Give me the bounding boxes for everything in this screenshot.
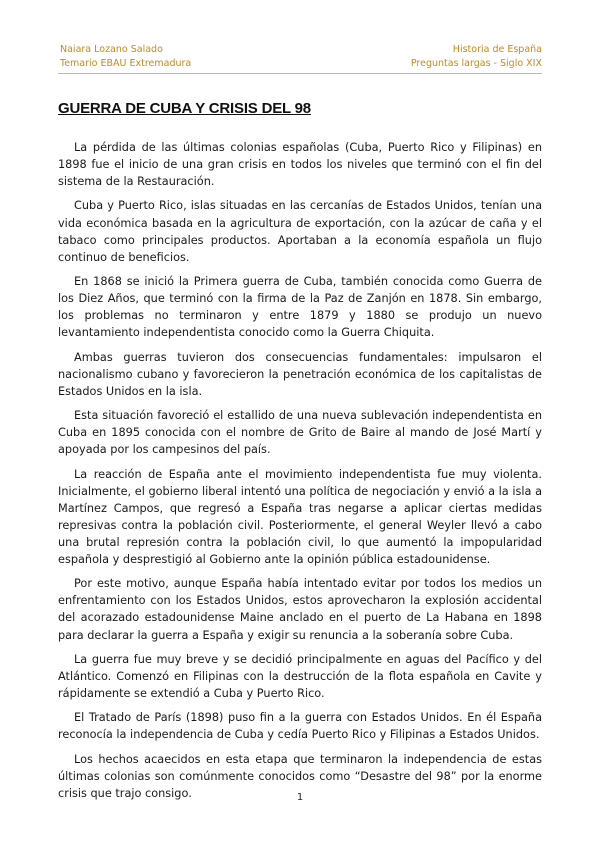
paragraph: Esta situación favoreció el estallido de una nueva sublevación independentista en Cuba en 1895 conocida con el nombre de Grito de Baire al mando de José Martí y apoyada por los campesinos del país. — [58, 409, 542, 457]
document-body — [58, 139, 542, 809]
page-number: 1 — [296, 792, 304, 803]
page-title: GUERRA DE CUBA Y CRISIS DEL 98 — [58, 100, 311, 117]
paragraph: En 1868 se inició la Primera guerra de Cuba, también conocida como Guerra de los Diez Años, que terminó con la firma de la Paz de Zanjón en 1878. Sin embargo, los problemas no terminaron y entre 1879 y 1880 se produjo un nuevo levantamiento independentista conocido como la Guerra Chiquita. — [58, 275, 542, 340]
header-divider — [58, 73, 542, 74]
header-author: Naiara Lozano Salado — [60, 44, 163, 55]
header-left — [60, 43, 191, 71]
paragraph: Cuba y Puerto Rico, islas situadas en las cercanías de Estados Unidos, tenían una vida económica basada en la agricultura de exportación, con la azúcar de caña y el tabaco como principales productos. Aportaban a la economía española un flujo continuo de beneficios. — [58, 199, 542, 264]
paragraph: Por este motivo, aunque España había intentado evitar por todos los medios un enfrentamiento con los Estados Unidos, estos aprovecharon la explosión accidental del acorazado estadounidense Maine anclado en el puerto de La Habana en 1898 para declarar la guerra a España y exigir su renuncia a la soberanía sobre Cuba. — [58, 577, 542, 642]
paragraph: La guerra fue muy breve y se decidió principalmente en aguas del Pacífico y del Atlántico. Comenzó en Filipinas con la destrucción de la flota española en Cavite y rápidamente se extendió a Cuba y Puerto Rico. — [58, 652, 542, 701]
header-subject: Historia de España — [452, 44, 542, 55]
header-right — [411, 43, 542, 71]
header-course: Temario EBAU Extremadura — [60, 58, 192, 69]
paragraph: Ambas guerras tuvieron dos consecuencias fundamentales: impulsaron el nacionalismo cubano y favorecieron la penetración económica de los capitalistas de Estados Unidos en la isla. — [58, 350, 542, 398]
paragraph: La reacción de España ante el movimiento independentista fue muy violenta. Inicialmente, el gobierno liberal intentó una política de negociación y envió a la isla a Martínez Campos, que regresó a España tras negarse a aplicar ciertas medidas represivas contra la población civil. Posteriormente, el general Weyler llevó a cabo una brutal represión contra la población civil, lo que aumentó la impopularidad española y desprestigió al Gobierno ante la opinión pública estadounidense. — [58, 467, 542, 566]
paragraph: Los hechos acaecidos en esta etapa que terminaron la independencia de estas últimas colonias son comúnmente conocidos como “Desastre del 98” por la enorme crisis que trajo consigo. — [58, 752, 542, 800]
header-section: Preguntas largas - Siglo XIX — [410, 58, 542, 69]
paragraph: La pérdida de las últimas colonias españolas (Cuba, Puerto Rico y Filipinas) en 1898 fue el inicio de una gran crisis en todos los niveles que terminó con el fin del sistema de la Restauración. — [58, 141, 542, 189]
paragraph: El Tratado de París (1898) puso fin a la guerra con Estados Unidos. En él España reconocía la independencia de Cuba y cedía Puerto Rico y Filipinas a Estados Unidos. — [58, 711, 542, 742]
